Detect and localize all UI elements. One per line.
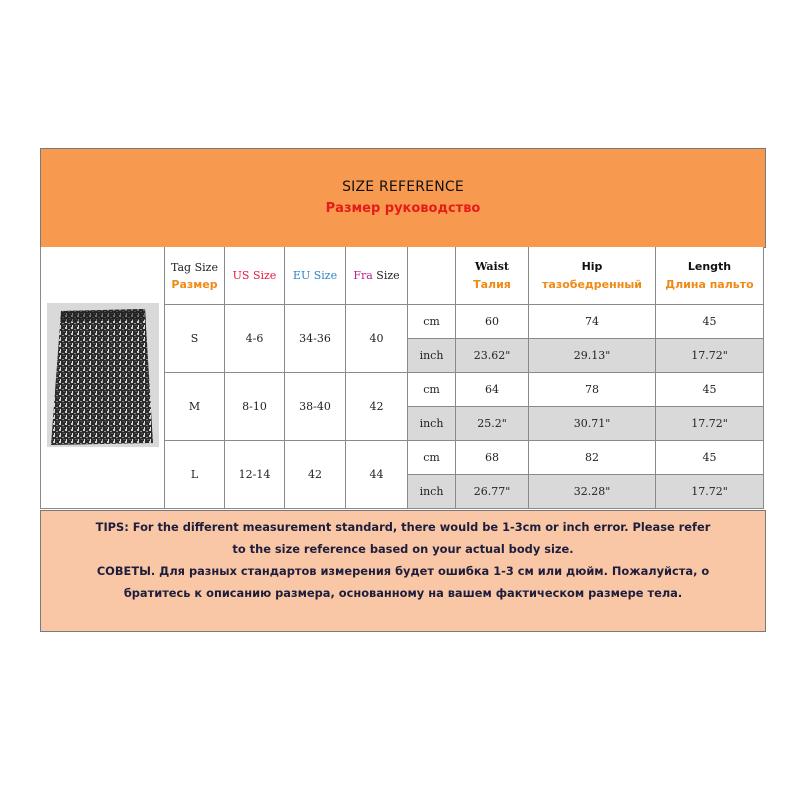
unit-cm-cell: cm: [408, 373, 456, 407]
hip-cm-cell: 74: [529, 305, 656, 339]
eu-size-cell: 42: [285, 441, 346, 509]
skirt-product-image: [47, 303, 159, 447]
hip-inch-cell: 32.28": [529, 475, 656, 509]
fra-size-label: Fra: [353, 269, 373, 282]
hip-cm-cell: 78: [529, 373, 656, 407]
hip-label: Hip: [581, 259, 603, 273]
length-label-ru: Длина пальто: [665, 277, 754, 291]
us-size-cell: 4-6: [225, 305, 285, 373]
tag-size-header: [165, 247, 225, 305]
eu-size-header: [285, 247, 346, 305]
hip-inch-cell: 29.13": [529, 339, 656, 373]
tips-en-line-1: TIPS: For the different measurement standard, there would be 1-3cm or inch error. Please refer: [95, 520, 711, 534]
waist-cm-cell: 68: [456, 441, 529, 475]
tag-size-cell: M: [165, 373, 225, 441]
fra-size-label-b: Size: [376, 269, 400, 282]
tips-en-line-2: to the size reference based on your actual body size.: [232, 542, 574, 556]
waist-inch-cell: 26.77": [456, 475, 529, 509]
unit-inch-cell: inch: [408, 407, 456, 441]
length-inch-cell: 17.72": [656, 475, 764, 509]
size-chart: [40, 148, 766, 632]
hip-label-ru: тазобедренный: [542, 277, 642, 291]
tips-box: [40, 510, 766, 632]
fra-size-header: [346, 247, 408, 305]
size-reference-header: [40, 148, 766, 248]
unit-inch-cell: inch: [408, 339, 456, 373]
eu-size-label: EU Size: [292, 269, 338, 282]
length-cm-cell: 45: [656, 441, 764, 475]
waist-cm-cell: 60: [456, 305, 529, 339]
fra-size-cell: 40: [346, 305, 408, 373]
tag-size-label-ru: Размер: [171, 277, 218, 291]
tips-ru-line-2: братитесь к описанию размера, основанному на вашем фактическом размере тела.: [123, 586, 683, 600]
hip-inch-cell: 30.71": [529, 407, 656, 441]
hip-cm-cell: 82: [529, 441, 656, 475]
waist-header: [456, 247, 529, 305]
fra-size-cell: 42: [346, 373, 408, 441]
product-image-cell: [40, 247, 165, 509]
us-size-cell: 8-10: [225, 373, 285, 441]
unit-inch-cell: inch: [408, 475, 456, 509]
hip-header: [529, 247, 656, 305]
waist-label-ru: Талия: [473, 277, 511, 291]
tag-size-label: Tag Size: [171, 260, 218, 274]
fra-size-cell: 44: [346, 441, 408, 509]
unit-cm-cell: cm: [408, 305, 456, 339]
length-cm-cell: 45: [656, 373, 764, 407]
length-inch-cell: 17.72": [656, 407, 764, 441]
eu-size-cell: 34-36: [285, 305, 346, 373]
length-cm-cell: 45: [656, 305, 764, 339]
us-size-label: US Size: [232, 269, 277, 282]
waist-label: Waist: [475, 259, 509, 273]
length-inch-cell: 17.72": [656, 339, 764, 373]
header-title: SIZE REFERENCE: [342, 179, 464, 195]
unit-cm-cell: cm: [408, 441, 456, 475]
size-table: [40, 247, 766, 509]
unit-header: [408, 247, 456, 305]
tag-size-cell: L: [165, 441, 225, 509]
eu-size-cell: 38-40: [285, 373, 346, 441]
header-subtitle-ru: Размер руководство: [325, 201, 481, 216]
waist-inch-cell: 25.2": [456, 407, 529, 441]
us-size-header: [225, 247, 285, 305]
waist-inch-cell: 23.62": [456, 339, 529, 373]
tag-size-cell: S: [165, 305, 225, 373]
waist-cm-cell: 64: [456, 373, 529, 407]
tips-ru-line-1: СОВЕТЫ. Для разных стандартов измерения будет ошибка 1-3 см или дюйм. Пожалуйста, о: [96, 564, 710, 578]
us-size-cell: 12-14: [225, 441, 285, 509]
length-header: [656, 247, 764, 305]
length-label: Length: [687, 259, 732, 273]
